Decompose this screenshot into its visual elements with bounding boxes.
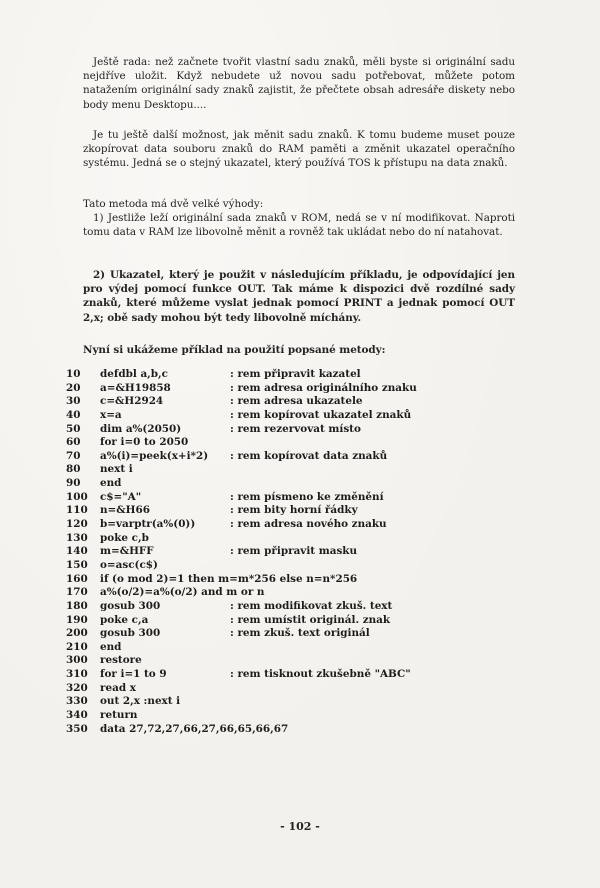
line-number: 70 <box>66 449 81 462</box>
code-line <box>66 368 536 382</box>
line-number: 200 <box>66 627 88 640</box>
code-comment: : rem zkuš. text originál <box>230 627 370 640</box>
code-line <box>66 668 536 682</box>
line-number: 330 <box>66 695 88 708</box>
code-comment: : rem adresa nového znaku <box>230 518 387 531</box>
code-line <box>66 614 536 628</box>
line-number: 310 <box>66 668 88 681</box>
code-statement: defdbl a,b,c <box>100 368 169 380</box>
line-number: 300 <box>66 654 88 667</box>
code-statement: x=a <box>100 408 122 421</box>
example-intro: Nyní si ukážeme příklad na použití popsané metody: <box>83 344 386 356</box>
code-line <box>66 382 536 396</box>
code-comment: : rem připravit masku <box>230 545 358 558</box>
code-line <box>66 586 536 600</box>
line-number: 170 <box>66 586 88 599</box>
advantage-item-2-paragraph <box>83 268 515 325</box>
line-number: 90 <box>66 477 81 490</box>
code-line <box>66 463 536 477</box>
line-number: 130 <box>66 531 88 544</box>
line-number: 140 <box>66 545 88 558</box>
paragraph-text: Ještě rada: než začnete tvořit vlastní sadu znaků, měli byste si originální sadu nejdříve uložit. Když nebudete už novou sadu potřebovat, můžete potom natažením originální sady znaků zajistit, že přečtete obsah adresáře diskety nebo body menu Desktopu.... <box>83 56 515 111</box>
code-line <box>66 627 536 641</box>
code-line <box>66 709 536 723</box>
code-line <box>66 654 536 668</box>
line-number: 20 <box>66 381 81 394</box>
advantages-intro: Tato metoda má dvě velké výhody: <box>83 198 264 210</box>
code-statement: end <box>100 640 122 653</box>
code-line <box>66 682 536 696</box>
code-statement: for i=1 to 9 <box>100 668 167 681</box>
paragraph-tip <box>83 55 515 112</box>
line-number: 80 <box>66 463 81 476</box>
line-number: 120 <box>66 518 88 531</box>
code-statement: poke c,b <box>100 531 149 544</box>
paragraph-text: Je tu ještě další možnost, jak měnit sadu znaků. K tomu budeme muset pouze zkopírovat data souboru znaků do RAM paměti a změnit ukazatel operačního systému. Jedná se o stejný ukazatel, který používá TOS k přístupu na data znaků. <box>83 129 515 170</box>
code-comment: : rem tisknout zkušebně "ABC" <box>230 668 411 681</box>
code-line <box>66 518 536 532</box>
code-statement: for i=0 to 2050 <box>100 436 189 449</box>
page-number: - 102 - <box>280 820 320 833</box>
code-statement: o=asc(c$) <box>100 558 158 571</box>
code-statement: m=&HFF <box>100 545 154 558</box>
code-comment: : rem kopírovat data znaků <box>230 449 388 462</box>
code-comment: : rem umístit originál. znak <box>230 613 391 626</box>
code-line <box>66 559 536 573</box>
code-statement: b=varptr(a%(0)) <box>100 518 196 531</box>
code-comment: : rem bity horní řádky <box>230 504 358 517</box>
code-comment: : rem modifikovat zkuš. text <box>230 599 393 612</box>
code-line <box>66 395 536 409</box>
line-number: 30 <box>66 395 81 408</box>
code-comment: : rem adresa originálního znaku <box>230 381 417 394</box>
code-statement: a%(i)=peek(x+i*2) <box>100 449 209 462</box>
code-line <box>66 436 536 450</box>
advantages-section <box>83 197 515 240</box>
code-statement: a=&H19858 <box>100 381 171 394</box>
code-line <box>66 532 536 546</box>
line-number: 10 <box>66 368 81 380</box>
code-statement: return <box>100 709 138 722</box>
code-line <box>66 573 536 587</box>
code-statement: dim a%(2050) <box>100 422 182 435</box>
code-statement: end <box>100 477 122 490</box>
advantage-item-1: 1) Jestliže leží originální sada znaků v ROM, nedá se v ní modifikovat. Naproti tomu data v RAM lze libovolně měnit a rovněž tak ukládat nebo do ní natahovat. <box>83 212 515 239</box>
line-number: 110 <box>66 504 88 517</box>
code-comment: : rem rezervovat místo <box>230 422 361 435</box>
code-statement: read x <box>100 681 136 694</box>
line-number: 320 <box>66 681 88 694</box>
code-line <box>66 409 536 423</box>
code-statement: out 2,x :next i <box>100 695 181 708</box>
paragraph-alternative <box>83 128 515 171</box>
code-statement: if (o mod 2)=1 then m=m*256 else n=n*256 <box>100 572 358 585</box>
code-line <box>66 491 536 505</box>
code-statement: c$="A" <box>100 490 142 503</box>
line-number: 340 <box>66 709 88 722</box>
code-line <box>66 450 536 464</box>
code-comment: : rem připravit kazatel <box>230 368 361 380</box>
line-number: 190 <box>66 613 88 626</box>
code-line <box>66 641 536 655</box>
line-number: 350 <box>66 722 88 735</box>
advantage-item-2: 2) Ukazatel, který je použit v následujícím příkladu, je odpovídající jen pro výdej pomocí funkce OUT. Tak máme k dispozici dvě rozdílné sady znaků, které můžeme vyslat jednak pomocí PRINT a jednak pomocí OUT 2,x; obě sady mohou být tedy libovolně míchány. <box>83 269 515 324</box>
code-statement: n=&H66 <box>100 504 150 517</box>
line-number: 210 <box>66 640 88 653</box>
line-number: 100 <box>66 490 88 503</box>
code-statement: next i <box>100 463 133 476</box>
code-line <box>66 504 536 518</box>
line-number: 160 <box>66 572 88 585</box>
code-statement: gosub 300 <box>100 627 161 640</box>
line-number: 50 <box>66 422 81 435</box>
line-number: 180 <box>66 599 88 612</box>
code-statement: restore <box>100 654 142 667</box>
line-number: 40 <box>66 408 81 421</box>
code-line <box>66 477 536 491</box>
code-statement: data 27,72,27,66,27,66,65,66,67 <box>100 722 289 735</box>
code-statement: poke c,a <box>100 613 149 626</box>
code-statement: a%(o/2)=a%(o/2) and m or n <box>100 586 265 599</box>
code-line <box>66 545 536 559</box>
code-line <box>66 695 536 709</box>
code-comment: : rem kopírovat ukazatel znaků <box>230 408 412 421</box>
code-line <box>66 423 536 437</box>
code-line <box>66 600 536 614</box>
code-statement: c=&H2924 <box>100 395 164 408</box>
code-comment: : rem písmeno ke změnění <box>230 490 384 503</box>
line-number: 150 <box>66 558 88 571</box>
code-listing <box>66 368 536 736</box>
line-number: 60 <box>66 436 81 449</box>
code-statement: gosub 300 <box>100 599 161 612</box>
code-line <box>66 723 536 737</box>
code-comment: : rem adresa ukazatele <box>230 395 363 408</box>
